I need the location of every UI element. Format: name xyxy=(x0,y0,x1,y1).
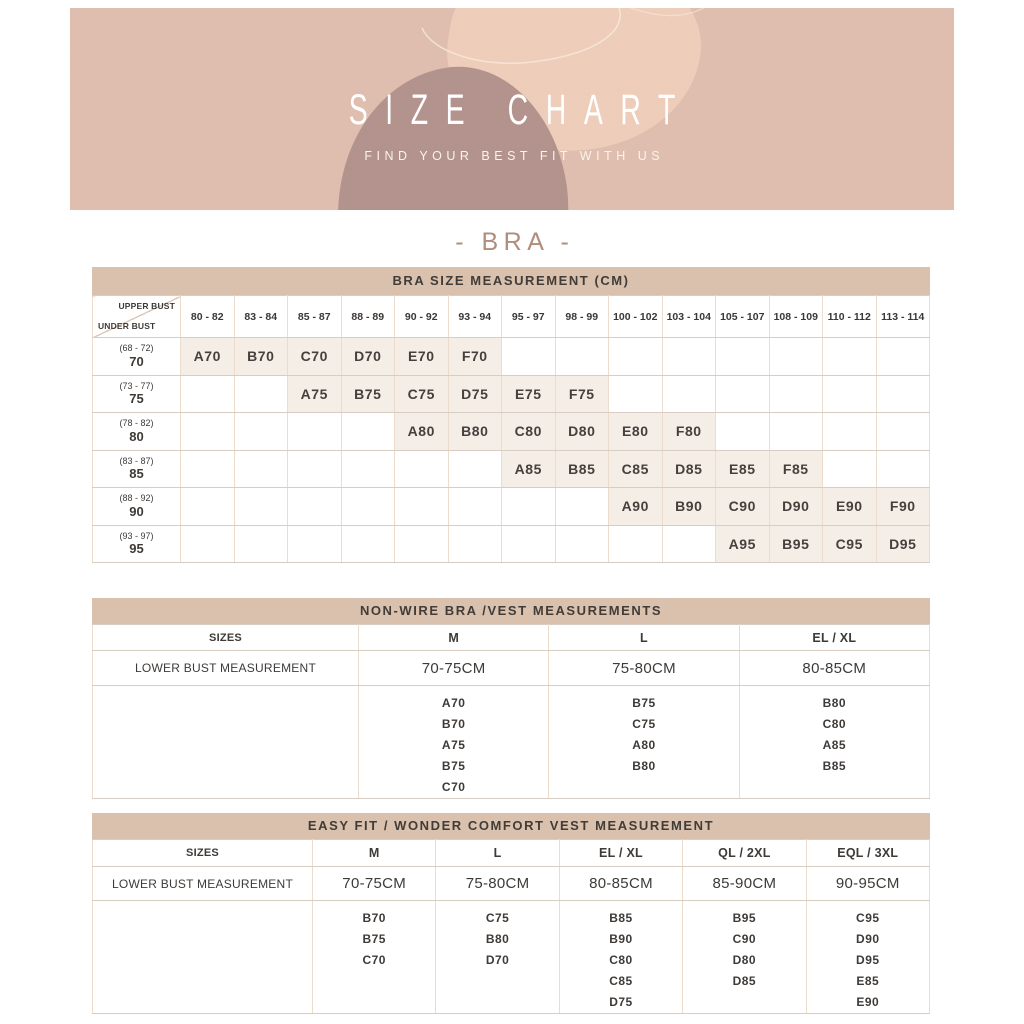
size-cell xyxy=(876,375,930,413)
upper-bust-label: UPPER BUST xyxy=(118,301,175,311)
bra-size-table-section xyxy=(92,267,930,563)
size-column-header: L xyxy=(549,625,739,651)
size-item: A85 xyxy=(822,738,847,752)
size-item: A70 xyxy=(441,696,466,710)
size-cell: D75 xyxy=(448,375,502,413)
size-cell xyxy=(395,450,449,488)
size-cell: D80 xyxy=(555,413,609,451)
size-item: B80 xyxy=(822,696,847,710)
size-cell xyxy=(502,488,556,526)
size-cell xyxy=(823,450,877,488)
nonwire-table xyxy=(92,624,930,799)
size-cell xyxy=(502,525,556,563)
size-cell xyxy=(876,450,930,488)
size-cell: D95 xyxy=(876,525,930,563)
table-row xyxy=(93,525,930,563)
table-row xyxy=(93,375,930,413)
size-list-cell xyxy=(313,901,436,1014)
table-row xyxy=(93,413,930,451)
size-cell xyxy=(769,375,823,413)
easyfit-table-section xyxy=(92,813,930,1014)
size-cell xyxy=(448,488,502,526)
size-cell xyxy=(234,525,288,563)
size-cell xyxy=(341,525,395,563)
size-cell xyxy=(555,488,609,526)
size-cell xyxy=(181,450,235,488)
size-column-header: L xyxy=(436,840,559,867)
banner-text xyxy=(70,8,954,163)
size-item: B90 xyxy=(609,932,633,946)
size-item: D90 xyxy=(856,932,880,946)
table-row xyxy=(93,651,930,686)
size-cell xyxy=(876,413,930,451)
lower-bust-range: 70-75CM xyxy=(313,867,436,901)
size-list-cell xyxy=(359,686,549,799)
upper-bust-range-header: 100 - 102 xyxy=(609,296,663,338)
size-cell xyxy=(288,525,342,563)
size-column-header: QL / 2XL xyxy=(683,840,806,867)
lower-bust-range: 70-75CM xyxy=(359,651,549,686)
size-item: B85 xyxy=(822,759,847,773)
lower-bust-range: 75-80CM xyxy=(549,651,739,686)
size-cell: A90 xyxy=(609,488,663,526)
lower-bust-range: 80-85CM xyxy=(739,651,929,686)
size-cell: B90 xyxy=(662,488,716,526)
size-cell xyxy=(609,338,663,376)
size-item: A80 xyxy=(632,738,656,752)
size-list-cell xyxy=(739,686,929,799)
upper-bust-range-header: 85 - 87 xyxy=(288,296,342,338)
size-cell: B85 xyxy=(555,450,609,488)
size-cell: D70 xyxy=(341,338,395,376)
size-cell xyxy=(288,488,342,526)
corner-cell xyxy=(93,296,181,338)
empty-cell xyxy=(93,686,359,799)
size-cell xyxy=(716,375,770,413)
section-title-bra: - BRA - xyxy=(455,228,575,256)
upper-bust-range-header: 88 - 89 xyxy=(341,296,395,338)
size-cell: C75 xyxy=(395,375,449,413)
size-cell: B80 xyxy=(448,413,502,451)
upper-bust-range-header: 113 - 114 xyxy=(876,296,930,338)
size-item: B80 xyxy=(485,932,510,946)
size-cell: E75 xyxy=(502,375,556,413)
under-bust-label: UNDER BUST xyxy=(98,321,156,331)
upper-bust-range-header: 103 - 104 xyxy=(662,296,716,338)
size-cell xyxy=(448,450,502,488)
size-item: C70 xyxy=(441,780,466,794)
size-cell xyxy=(555,338,609,376)
size-cell xyxy=(234,413,288,451)
size-cell xyxy=(234,488,288,526)
easyfit-table xyxy=(92,839,930,1014)
sizes-row-label: SIZES xyxy=(93,625,359,651)
size-item: C70 xyxy=(362,953,386,967)
empty-cell xyxy=(93,901,313,1014)
size-cell xyxy=(823,338,877,376)
size-item: C80 xyxy=(822,717,847,731)
size-column-header: M xyxy=(359,625,549,651)
lower-bust-row-label: LOWER BUST MEASUREMENT xyxy=(93,651,359,686)
page-title: SIZE CHART xyxy=(348,86,693,134)
size-cell xyxy=(769,413,823,451)
size-cell: B70 xyxy=(234,338,288,376)
size-list-cell xyxy=(806,901,929,1014)
size-cell xyxy=(716,413,770,451)
size-column-header: M xyxy=(313,840,436,867)
size-cell: A80 xyxy=(395,413,449,451)
size-cell xyxy=(716,338,770,376)
page-subtitle: FIND YOUR BEST FIT WITH US xyxy=(364,149,665,163)
size-cell: A75 xyxy=(288,375,342,413)
upper-bust-range-header: 90 - 92 xyxy=(395,296,449,338)
size-cell: C85 xyxy=(609,450,663,488)
size-cell: E70 xyxy=(395,338,449,376)
size-cell xyxy=(341,450,395,488)
size-cell xyxy=(769,338,823,376)
size-item: B70 xyxy=(441,717,466,731)
size-cell: B95 xyxy=(769,525,823,563)
size-item: C90 xyxy=(732,932,757,946)
size-item: C75 xyxy=(485,911,510,925)
size-cell xyxy=(181,413,235,451)
size-cell xyxy=(823,375,877,413)
lower-bust-range: 85-90CM xyxy=(683,867,806,901)
table-row xyxy=(93,625,930,651)
size-item: B70 xyxy=(362,911,386,925)
size-list-cell xyxy=(549,686,739,799)
sizes-row-label: SIZES xyxy=(93,840,313,867)
nonwire-table-title: NON-WIRE BRA /VEST MEASUREMENTS xyxy=(92,598,930,624)
size-cell xyxy=(234,450,288,488)
bra-size-table xyxy=(92,295,930,563)
size-item: D95 xyxy=(856,953,880,967)
size-cell: C95 xyxy=(823,525,877,563)
size-item: B75 xyxy=(441,759,466,773)
size-cell: C70 xyxy=(288,338,342,376)
size-cell: B75 xyxy=(341,375,395,413)
banner xyxy=(70,8,954,210)
size-cell xyxy=(181,375,235,413)
size-cell xyxy=(288,413,342,451)
under-bust-range-header: (93 - 97) 95 xyxy=(93,525,181,563)
size-item: B95 xyxy=(732,911,757,925)
size-cell: F80 xyxy=(662,413,716,451)
size-item: D70 xyxy=(485,953,510,967)
size-cell: F90 xyxy=(876,488,930,526)
under-bust-range-header: (88 - 92) 90 xyxy=(93,488,181,526)
upper-bust-range-header: 80 - 82 xyxy=(181,296,235,338)
lower-bust-range: 90-95CM xyxy=(806,867,929,901)
size-item: B80 xyxy=(632,759,656,773)
size-cell xyxy=(448,525,502,563)
size-cell: F85 xyxy=(769,450,823,488)
nonwire-table-section xyxy=(92,598,930,799)
table-row xyxy=(93,686,930,799)
table-row xyxy=(93,867,930,901)
size-cell: E80 xyxy=(609,413,663,451)
size-column-header: EL / XL xyxy=(559,840,682,867)
upper-bust-range-header: 108 - 109 xyxy=(769,296,823,338)
size-cell xyxy=(823,413,877,451)
size-cell xyxy=(662,525,716,563)
upper-bust-range-header: 98 - 99 xyxy=(555,296,609,338)
size-cell xyxy=(662,375,716,413)
size-cell: A95 xyxy=(716,525,770,563)
table-row xyxy=(93,450,930,488)
under-bust-range-header: (73 - 77) 75 xyxy=(93,375,181,413)
size-cell: C80 xyxy=(502,413,556,451)
size-list-cell xyxy=(683,901,806,1014)
upper-bust-range-header: 83 - 84 xyxy=(234,296,288,338)
size-cell: F70 xyxy=(448,338,502,376)
size-item: C80 xyxy=(609,953,633,967)
upper-bust-range-header: 95 - 97 xyxy=(502,296,556,338)
size-item: D85 xyxy=(732,974,757,988)
size-cell: A70 xyxy=(181,338,235,376)
upper-bust-range-header: 110 - 112 xyxy=(823,296,877,338)
table-row xyxy=(93,488,930,526)
table-row xyxy=(93,338,930,376)
size-list-cell xyxy=(436,901,559,1014)
size-cell: D90 xyxy=(769,488,823,526)
size-cell: D85 xyxy=(662,450,716,488)
size-cell xyxy=(181,488,235,526)
size-cell xyxy=(288,450,342,488)
under-bust-range-header: (68 - 72) 70 xyxy=(93,338,181,376)
size-cell: E85 xyxy=(716,450,770,488)
size-cell: C90 xyxy=(716,488,770,526)
under-bust-range-header: (78 - 82) 80 xyxy=(93,413,181,451)
size-cell xyxy=(662,338,716,376)
size-item: D75 xyxy=(609,995,633,1009)
size-cell xyxy=(234,375,288,413)
size-column-header: EQL / 3XL xyxy=(806,840,929,867)
size-item: C85 xyxy=(609,974,633,988)
size-cell: E90 xyxy=(823,488,877,526)
size-column-header: EL / XL xyxy=(739,625,929,651)
upper-bust-range-header: 93 - 94 xyxy=(448,296,502,338)
table-row xyxy=(93,840,930,867)
size-cell xyxy=(341,488,395,526)
table-row xyxy=(93,901,930,1014)
lower-bust-row-label: LOWER BUST MEASUREMENT xyxy=(93,867,313,901)
size-item: B85 xyxy=(609,911,633,925)
size-cell: A85 xyxy=(502,450,556,488)
size-cell: F75 xyxy=(555,375,609,413)
size-item: B75 xyxy=(362,932,386,946)
easyfit-table-title: EASY FIT / WONDER COMFORT VEST MEASUREMENT xyxy=(92,813,930,839)
size-cell xyxy=(609,525,663,563)
size-item: D80 xyxy=(732,953,757,967)
size-cell xyxy=(181,525,235,563)
under-bust-range-header: (83 - 87) 85 xyxy=(93,450,181,488)
size-item: E90 xyxy=(856,995,880,1009)
size-cell xyxy=(395,525,449,563)
size-cell xyxy=(609,375,663,413)
size-cell xyxy=(395,488,449,526)
lower-bust-range: 75-80CM xyxy=(436,867,559,901)
size-item: C95 xyxy=(856,911,880,925)
size-item: A75 xyxy=(441,738,466,752)
size-item: E85 xyxy=(856,974,880,988)
size-item: C75 xyxy=(632,717,656,731)
size-cell xyxy=(876,338,930,376)
size-cell xyxy=(502,338,556,376)
lower-bust-range: 80-85CM xyxy=(559,867,682,901)
size-cell xyxy=(341,413,395,451)
upper-bust-range-header: 105 - 107 xyxy=(716,296,770,338)
size-list-cell xyxy=(559,901,682,1014)
size-item: B75 xyxy=(632,696,656,710)
size-cell xyxy=(555,525,609,563)
bra-table-title: BRA SIZE MEASUREMENT (CM) xyxy=(92,267,930,295)
